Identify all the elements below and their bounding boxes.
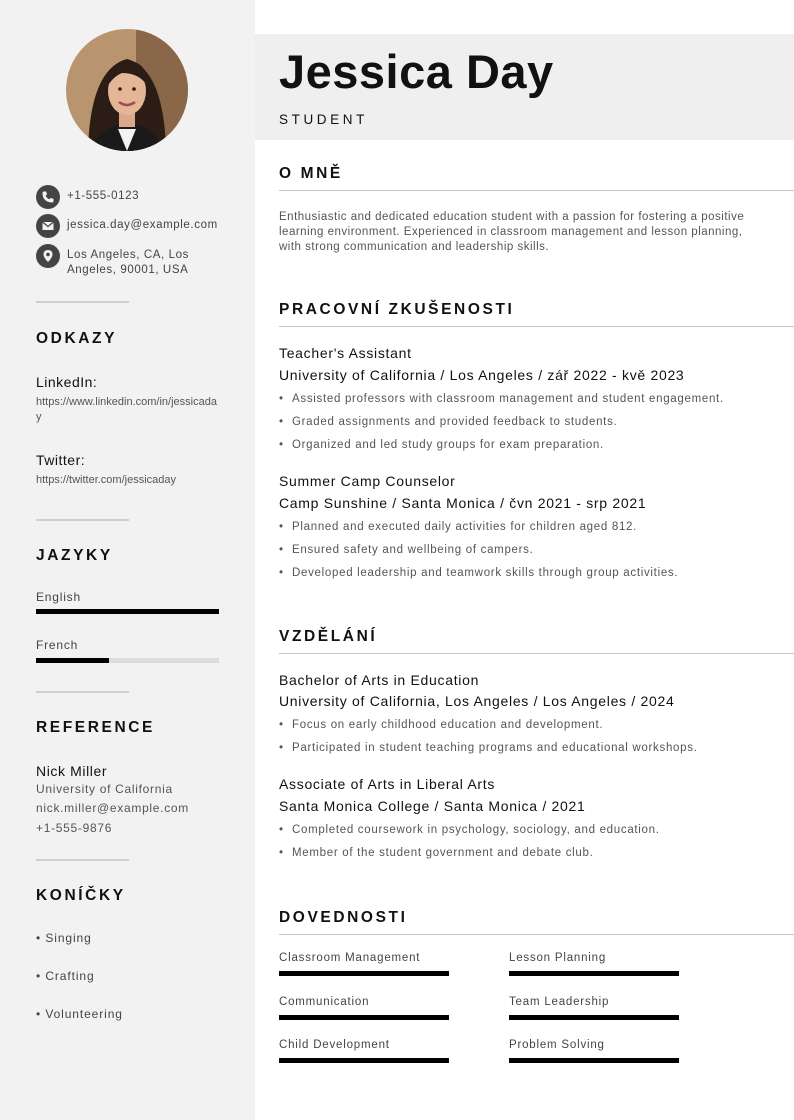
- job-bullet: • Assisted professors with classroom management and student engagement.: [279, 393, 724, 405]
- hobby-label: Volunteering: [45, 1007, 123, 1021]
- language-bar-fill: [36, 658, 109, 663]
- candidate-role: STUDENT: [279, 112, 368, 127]
- skill-bar: [279, 1015, 449, 1020]
- skill-bar: [509, 1058, 679, 1063]
- education-bullet: • Completed coursework in psychology, sociology, and education.: [279, 824, 660, 836]
- hobby-label: Singing: [45, 931, 92, 945]
- section-rule: [279, 653, 794, 654]
- contact-phone: [36, 185, 236, 209]
- contact-email: [36, 214, 236, 238]
- skill-bar-fill: [509, 1058, 679, 1063]
- section-rule: [279, 934, 794, 935]
- skill-bar: [509, 971, 679, 976]
- skill-name: Team Leadership: [509, 996, 610, 1008]
- email-icon: [36, 214, 60, 238]
- skill-name: Classroom Management: [279, 952, 421, 964]
- job-subtitle: Camp Sunshine / Santa Monica / čvn 2021 - srp 2021: [279, 495, 647, 511]
- education-title: Bachelor of Arts in Education: [279, 672, 480, 688]
- phone-icon: [36, 185, 60, 209]
- language-bar-french: [36, 658, 219, 663]
- skill-bar: [279, 971, 449, 976]
- skill-bar-fill: [509, 1015, 679, 1020]
- twitter-link[interactable]: https://twitter.com/jessicaday: [36, 474, 176, 486]
- education-bullet: • Focus on early childhood education and development.: [279, 719, 603, 731]
- education-subtitle: Santa Monica College / Santa Monica / 2021: [279, 798, 586, 814]
- hobby-item: • Crafting: [36, 969, 95, 983]
- email-text: jessica.day@example.com: [67, 219, 218, 231]
- language-bar-fill: [36, 609, 219, 614]
- references-heading: REFERENCE: [36, 719, 155, 736]
- reference-email: nick.miller@example.com: [36, 801, 189, 815]
- address-line-2: Angeles, 90001, USA: [67, 264, 189, 276]
- skill-bar-fill: [279, 1015, 449, 1020]
- education-heading: VZDĚLÁNÍ: [279, 628, 378, 645]
- skill-bar: [509, 1015, 679, 1020]
- job-bullet: • Ensured safety and wellbeing of campers.: [279, 544, 534, 556]
- about-heading: O MNĚ: [279, 165, 343, 182]
- skills-heading: DOVEDNOSTI: [279, 909, 408, 926]
- language-bar-english: [36, 609, 219, 614]
- skill-name: Child Development: [279, 1039, 390, 1051]
- location-pin-icon: [36, 244, 60, 268]
- skill-name: Lesson Planning: [509, 952, 607, 964]
- about-text: Enthusiastic and dedicated education student with a passion for fostering a positive learning environment. Experienced in classroom management and lesson planning, with strong communication and leadership skills.: [279, 211, 745, 253]
- skill-bar: [279, 1058, 449, 1063]
- language-name-french: French: [36, 638, 79, 652]
- hobby-item: • Singing: [36, 931, 92, 945]
- twitter-label: Twitter:: [36, 452, 86, 468]
- reference-phone: +1-555-9876: [36, 821, 113, 835]
- section-rule: [279, 326, 794, 327]
- links-heading: ODKAZY: [36, 330, 118, 347]
- address-text: [67, 244, 189, 278]
- job-bullet: • Organized and led study groups for exam preparation.: [279, 439, 604, 451]
- job-bullet: • Graded assignments and provided feedback to students.: [279, 416, 617, 428]
- education-bullet: • Member of the student government and debate club.: [279, 847, 594, 859]
- reference-organization: University of California: [36, 782, 173, 796]
- language-name-english: English: [36, 590, 81, 604]
- experience-heading: PRACOVNÍ ZKUŠENOSTI: [279, 301, 515, 318]
- section-rule: [279, 190, 794, 191]
- skill-bar-fill: [279, 971, 449, 976]
- education-subtitle: University of California, Los Angeles / Los Angeles / 2024: [279, 693, 675, 709]
- job-bullet: • Planned and executed daily activities for children aged 812.: [279, 521, 637, 533]
- job-bullet: • Developed leadership and teamwork skills through group activities.: [279, 567, 678, 579]
- education-bullet: • Participated in student teaching programs and educational workshops.: [279, 742, 698, 754]
- sidebar-divider: [36, 859, 129, 861]
- contact-address: [36, 244, 236, 278]
- candidate-name: Jessica Day: [279, 45, 554, 98]
- job-subtitle: University of California / Los Angeles / zář 2022 - kvě 2023: [279, 367, 685, 383]
- sidebar-divider: [36, 691, 129, 693]
- skill-bar-fill: [279, 1058, 449, 1063]
- skill-name: Communication: [279, 996, 370, 1008]
- education-title: Associate of Arts in Liberal Arts: [279, 776, 496, 792]
- skill-name: Problem Solving: [509, 1039, 605, 1051]
- hobbies-heading: KONÍČKY: [36, 887, 126, 904]
- hobby-item: • Volunteering: [36, 1007, 123, 1021]
- job-title: Summer Camp Counselor: [279, 473, 456, 489]
- sidebar-divider: [36, 519, 129, 521]
- skill-bar-fill: [509, 971, 679, 976]
- linkedin-link[interactable]: https://www.linkedin.com/in/jessicaday: [36, 396, 217, 423]
- address-line-1: Los Angeles, CA, Los: [67, 249, 189, 261]
- languages-heading: JAZYKY: [36, 547, 113, 564]
- sidebar-divider: [36, 301, 129, 303]
- job-title: Teacher's Assistant: [279, 345, 412, 361]
- hobby-label: Crafting: [45, 969, 95, 983]
- linkedin-label: LinkedIn:: [36, 374, 98, 390]
- phone-text: +1-555-0123: [67, 190, 140, 202]
- profile-photo: [66, 29, 188, 151]
- reference-name: Nick Miller: [36, 763, 108, 779]
